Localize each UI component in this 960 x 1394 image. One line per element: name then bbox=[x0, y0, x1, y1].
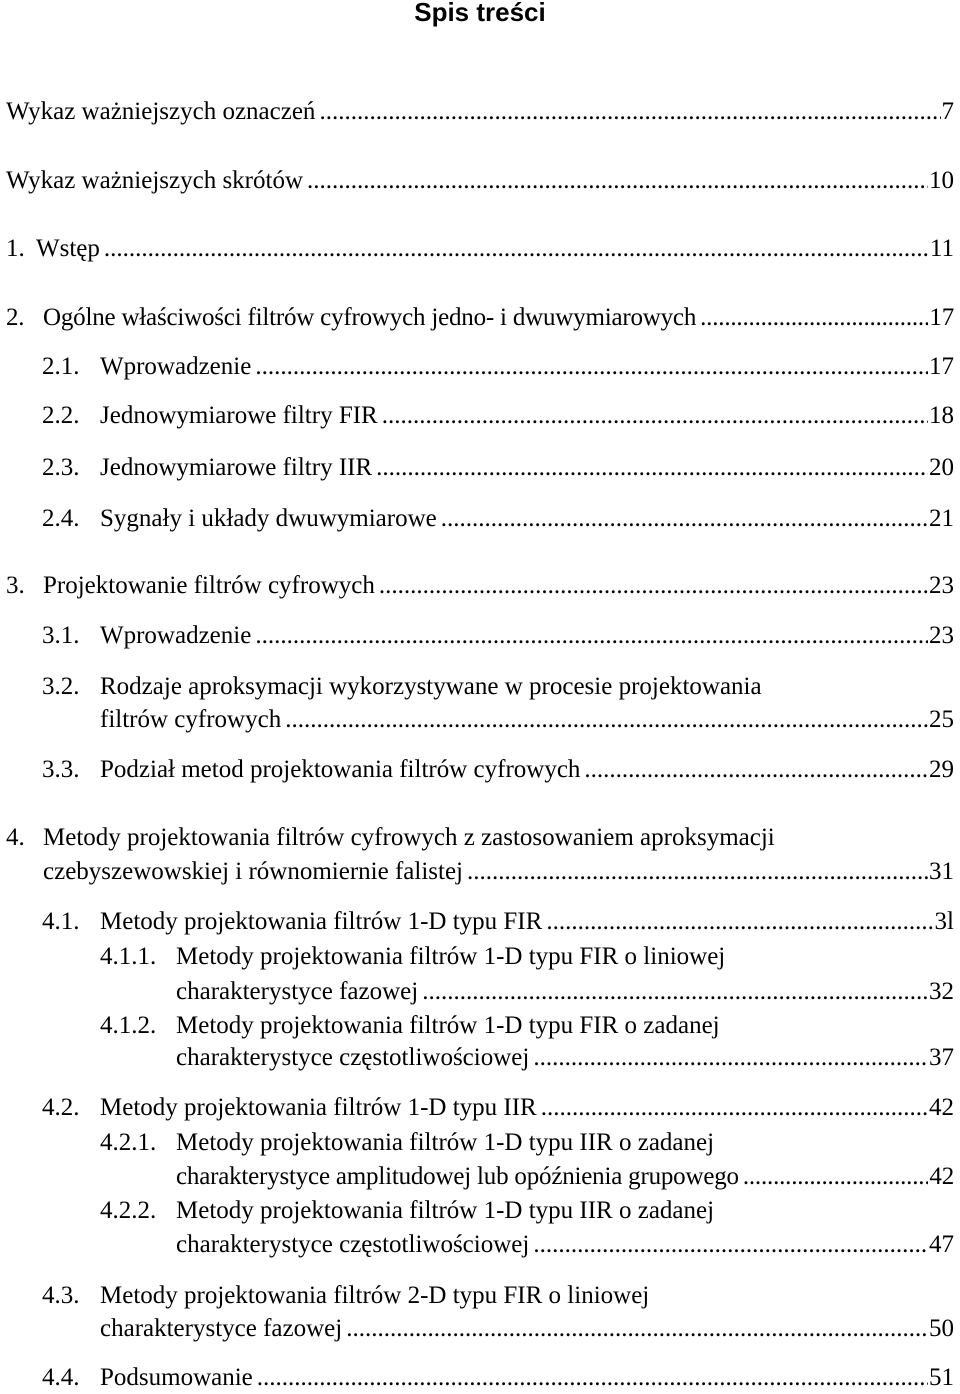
toc-entry-text: Metody projektowania filtrów 1-D typu FIR o zadanej bbox=[176, 1012, 720, 1039]
dot-leader bbox=[257, 1362, 928, 1394]
toc-entry-text: Sygnały i układy dwuwymiarowe bbox=[100, 505, 437, 532]
dot-leader bbox=[422, 976, 928, 1008]
toc-entry-page: 17 bbox=[929, 353, 954, 380]
dot-leader bbox=[346, 1313, 928, 1345]
page-title: Spis treści bbox=[414, 0, 546, 27]
toc-entry-continuation[interactable] bbox=[176, 1229, 954, 1261]
dot-leader bbox=[700, 302, 928, 334]
dot-leader bbox=[319, 96, 940, 128]
toc-entry[interactable] bbox=[6, 233, 954, 265]
toc-entry-text: Metody projektowania filtrów 1-D typu FIR bbox=[100, 908, 543, 935]
toc-entry[interactable] bbox=[6, 570, 954, 602]
toc-entry-text: charakterystyce amplitudowej lub opóźnienia grupowego bbox=[176, 1163, 739, 1190]
toc-entry-text: Metody projektowania filtrów cyfrowych z zastosowaniem aproksymacji bbox=[43, 824, 775, 851]
dot-leader bbox=[533, 1229, 928, 1261]
toc-entry-number: 2.4. bbox=[42, 505, 80, 532]
dot-leader bbox=[541, 1092, 928, 1124]
toc-entry-number: 1. bbox=[6, 235, 25, 262]
dot-leader bbox=[104, 233, 929, 265]
toc-entry[interactable] bbox=[6, 822, 954, 854]
toc-entry-page: 25 bbox=[929, 706, 954, 733]
toc-entry[interactable] bbox=[42, 351, 954, 383]
dot-leader bbox=[382, 400, 928, 432]
toc-entry[interactable] bbox=[42, 671, 954, 703]
toc-entry-text: Metody projektowania filtrów 1-D typu FIR o liniowej bbox=[176, 943, 726, 970]
dot-leader bbox=[467, 856, 928, 888]
toc-entry-number: 4.1.1. bbox=[100, 943, 157, 970]
toc-entry-text: charakterystyce fazowej bbox=[176, 978, 419, 1005]
toc-entry-number: 2.2. bbox=[42, 402, 80, 429]
toc-entry-text: charakterystyce fazowej bbox=[100, 1315, 343, 1342]
toc-entry-page: 47 bbox=[929, 1231, 954, 1258]
toc-entry[interactable] bbox=[42, 1362, 954, 1394]
dot-leader bbox=[441, 503, 928, 535]
toc-entry-number: 4.4. bbox=[42, 1364, 80, 1391]
toc-entry-continuation[interactable] bbox=[43, 856, 954, 888]
dot-leader bbox=[307, 165, 928, 197]
toc-entry-page: 11 bbox=[929, 235, 954, 262]
toc-entry-number: 4. bbox=[6, 824, 25, 851]
toc-entry-page: 32 bbox=[929, 978, 954, 1005]
toc-entry[interactable] bbox=[6, 165, 954, 197]
toc-entry-text: Ogólne właściwości filtrów cyfrowych jedno- i dwuwymiarowych bbox=[43, 304, 697, 331]
toc-entry-text: Podsumowanie bbox=[100, 1364, 253, 1391]
toc-entry-text: charakterystyce częstotliwościowej bbox=[176, 1231, 530, 1258]
dot-leader bbox=[533, 1042, 928, 1074]
toc-entry[interactable] bbox=[42, 452, 954, 484]
toc-entry-number: 4.2.2. bbox=[100, 1197, 157, 1224]
toc-entry-page: 31 bbox=[929, 858, 954, 885]
toc-entry[interactable] bbox=[42, 906, 954, 938]
toc-entry-number: 4.3. bbox=[42, 1282, 80, 1309]
toc-entry-text: Metody projektowania filtrów 1-D typu IIR o zadanej bbox=[176, 1197, 715, 1224]
toc-entry-number: 4.1. bbox=[42, 908, 80, 935]
toc-entry[interactable] bbox=[42, 1280, 954, 1312]
toc-entry[interactable] bbox=[42, 503, 954, 535]
toc-entry-page: 17 bbox=[929, 304, 954, 331]
toc-entry-text: czebyszewowskiej i równomiernie falistej bbox=[43, 858, 463, 885]
toc-entry-number: 4.2.1. bbox=[100, 1129, 157, 1156]
toc-entry-page: 37 bbox=[929, 1044, 954, 1071]
toc-entry-text: Metody projektowania filtrów 1-D typu IIR bbox=[100, 1094, 537, 1121]
toc-entry-text: Wykaz ważniejszych oznaczeń bbox=[6, 98, 316, 125]
toc-entry-continuation[interactable] bbox=[100, 704, 954, 736]
toc-entry-text: Metody projektowania filtrów 1-D typu IIR o zadanej bbox=[176, 1129, 715, 1156]
toc-entry-page: 42 bbox=[929, 1163, 954, 1190]
toc-entry-page: 42 bbox=[929, 1094, 954, 1121]
toc-entry[interactable] bbox=[42, 400, 954, 432]
toc-entry-text: Metody projektowania filtrów 2-D typu FIR o liniowej bbox=[100, 1282, 650, 1309]
dot-leader bbox=[546, 906, 933, 938]
dot-leader bbox=[376, 452, 928, 484]
toc-entry[interactable] bbox=[42, 1092, 954, 1124]
toc-entry[interactable] bbox=[42, 754, 954, 786]
dot-leader bbox=[379, 570, 928, 602]
toc-entry[interactable] bbox=[42, 620, 954, 652]
toc-entry-text: Wykaz ważniejszych skrótów bbox=[6, 167, 303, 194]
toc-entry[interactable] bbox=[6, 96, 954, 128]
dot-leader bbox=[285, 704, 928, 736]
toc-entry[interactable] bbox=[6, 302, 954, 334]
toc-entry-text: Rodzaje aproksymacji wykorzystywane w procesie projektowania bbox=[100, 673, 762, 700]
toc-entry-continuation[interactable] bbox=[100, 1313, 954, 1345]
toc-entry-text: Wprowadzenie bbox=[100, 353, 252, 380]
toc-entry-page: 50 bbox=[929, 1315, 954, 1342]
toc-entry-page: 3l bbox=[934, 908, 954, 935]
toc-entry-number: 2. bbox=[6, 304, 25, 331]
toc-entry-number: 4.2. bbox=[42, 1094, 80, 1121]
toc-entry-number: 2.3. bbox=[42, 454, 80, 481]
toc-entry-continuation[interactable] bbox=[176, 1042, 954, 1074]
toc-entry-number: 4.1.2. bbox=[100, 1012, 157, 1039]
toc-entry-number: 3.1. bbox=[42, 622, 80, 649]
toc-entry-page: 51 bbox=[929, 1364, 954, 1391]
toc-entry-page: 29 bbox=[929, 756, 954, 783]
toc-entry-page: 7 bbox=[941, 98, 954, 125]
toc-entry-text: Wprowadzenie bbox=[100, 622, 252, 649]
toc-entry-text: Projektowanie filtrów cyfrowych bbox=[43, 572, 375, 599]
toc-entry-continuation[interactable] bbox=[176, 1161, 954, 1193]
toc-entry-page: 18 bbox=[929, 402, 954, 429]
toc-entry-page: 10 bbox=[929, 167, 954, 194]
toc-entry-page: 20 bbox=[929, 454, 954, 481]
dot-leader bbox=[255, 620, 928, 652]
toc-entry-page: 23 bbox=[929, 572, 954, 599]
dot-leader bbox=[255, 351, 928, 383]
toc-entry-number: 2.1. bbox=[42, 353, 80, 380]
dot-leader bbox=[743, 1161, 929, 1193]
toc-entry[interactable] bbox=[100, 941, 954, 973]
toc-entry-number: 3.2. bbox=[42, 673, 80, 700]
toc-entry-text: Jednowymiarowe filtry IIR bbox=[100, 454, 373, 481]
toc-entry-page: 21 bbox=[929, 505, 954, 532]
toc-entry[interactable] bbox=[100, 1010, 954, 1042]
toc-entry-text: charakterystyce częstotliwościowej bbox=[176, 1044, 530, 1071]
toc-entry-text: filtrów cyfrowych bbox=[100, 706, 282, 733]
toc-entry-text: Wstęp bbox=[36, 235, 100, 262]
toc-entry-page: 23 bbox=[929, 622, 954, 649]
dot-leader bbox=[584, 754, 928, 786]
toc-entry-number: 3. bbox=[6, 572, 25, 599]
toc-entry-continuation[interactable] bbox=[176, 976, 954, 1008]
toc-entry[interactable] bbox=[100, 1127, 954, 1159]
toc-entry-number: 3.3. bbox=[42, 756, 80, 783]
toc-entry[interactable] bbox=[100, 1195, 954, 1227]
toc-entry-text: Podział metod projektowania filtrów cyfrowych bbox=[100, 756, 581, 783]
toc-entry-text: Jednowymiarowe filtry FIR bbox=[100, 402, 378, 429]
